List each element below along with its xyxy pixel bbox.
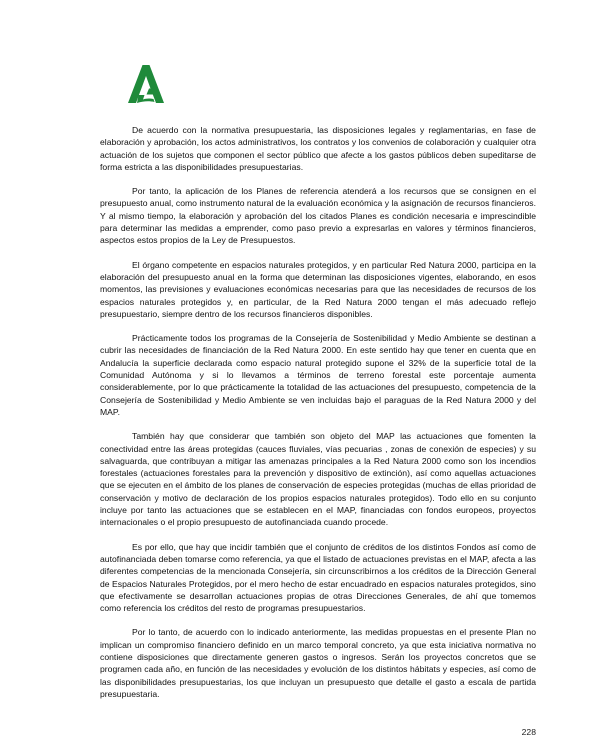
page-number: 228 bbox=[521, 727, 536, 737]
junta-de-andalucia-logo-icon bbox=[126, 64, 166, 104]
paragraph-7: Por lo tanto, de acuerdo con lo indicado anteriormente, las medidas propuestas en el presente Plan no implican un compromiso financiero definido en un marco temporal concreto, ya que esta iniciativa normativa no contiene disposiciones que directamente generen gastos o ingresos. Serán los proyectos concretos que se programen cada año, en función de las necesidades y evolución de los distintos hábitats y especies, así como de las disponibilidades presupuestarias, los que incluyan un presupuesto que detalle el gasto a escala de partida presupuestaria. bbox=[100, 627, 536, 699]
paragraph-4: Prácticamente todos los programas de la Consejería de Sostenibilidad y Medio Ambiente se destinan a cubrir las necesidades de financiación de la Red Natura 2000. En este sentido hay que tener en cuenta que en Andalucía la superficie declarada como espacio natural protegido supone el 32% de la superficie total de la Comunidad Autónoma y si lo llevamos a términos de terreno forestal este porcentaje aumenta considerablemente, por lo que prácticamente la totalidad de las actuaciones del presupuesto, competencia de la Consejería de Sostenibilidad y Medio Ambiente se ven incluidas bajo el paraguas de la Red Natura 2000 y del MAP. bbox=[100, 333, 536, 417]
paragraph-2: Por tanto, la aplicación de los Planes de referencia atenderá a los recursos que se consignen en el presupuesto anual, como instrumento natural de la evaluación económica y la asignación de recursos financieros. Y al mismo tiempo, la elaboración y aprobación del los citados Planes es condición necesaria e imprescindible para determinar las medidas a emprender, como paso previo a expresarlas en valores y términos financieros, aspectos estos propios de la Ley de Presupuestos. bbox=[100, 186, 536, 246]
paragraph-5: También hay que considerar que también son objeto del MAP las actuaciones que fomenten la conectividad entre las áreas protegidas (cauces fluviales, vías pecuarias , zonas de conexión de especies) y su salvaguarda, que contribuyan a mitigar las amenazas principales a la Red Natura 2000 como son los incendios forestales (actuaciones forestales para la prevención y dispositivo de extinción), así como aquellas actuaciones que se ejecuten en el ámbito de los planes de conservación de especies protegidas (muchas de ellas prioridad de conservación y motivo de declaración de los propios espacios naturales protegidos). Todo ello en su conjunto incluye por tanto las actuaciones que se establecen en el MAP, financiadas con fondos europeos, proyectos internacionales o el propio presupuesto de autofinanciada cuando procede. bbox=[100, 431, 536, 528]
paragraph-3: El órgano competente en espacios naturales protegidos, y en particular Red Natura 2000, participa en la elaboración del presupuesto anual en la forma que determinan las disposiciones vigentes, elaborando, en esos momentos, las previsiones y evaluaciones económicas necesarias para que las necesidades de recursos de los espacios naturales protegidos y, en particular, de la Red Natura 2000 tengan el más adecuado reflejo presupuestario, siempre dentro de los recursos financieros disponibles. bbox=[100, 259, 536, 319]
document-body bbox=[100, 124, 536, 700]
paragraph-1: De acuerdo con la normativa presupuestaria, las disposiciones legales y reglamentarias, en fase de elaboración y aprobación, los actos administrativos, los contratos y los convenios de colaboración y cualquier otra actuación de los sujetos que componen el sector público que afecte a los gastos públicos deben supeditarse de forma estricta a las disponibilidades presupuestarias. bbox=[100, 125, 536, 172]
paragraph-6: Es por ello, que hay que incidir también que el conjunto de créditos de los distintos Fondos así como de autofinanciada deben tomarse como referencia, ya que el listado de actuaciones previstas en el MAP, afecta a las diferentes competencias de la mencionada Consejería, sin circunscribirnos a los créditos de la Dirección General de Espacios Naturales Protegidos, por el mero hecho de estar encuadrado en espacios naturales protegidos, sino que efectivamente se desarrollan actuaciones propias de otras Direcciones Generales, de ahí que tomemos como referencia los créditos del resto de programas presupuestarios. bbox=[100, 541, 536, 614]
